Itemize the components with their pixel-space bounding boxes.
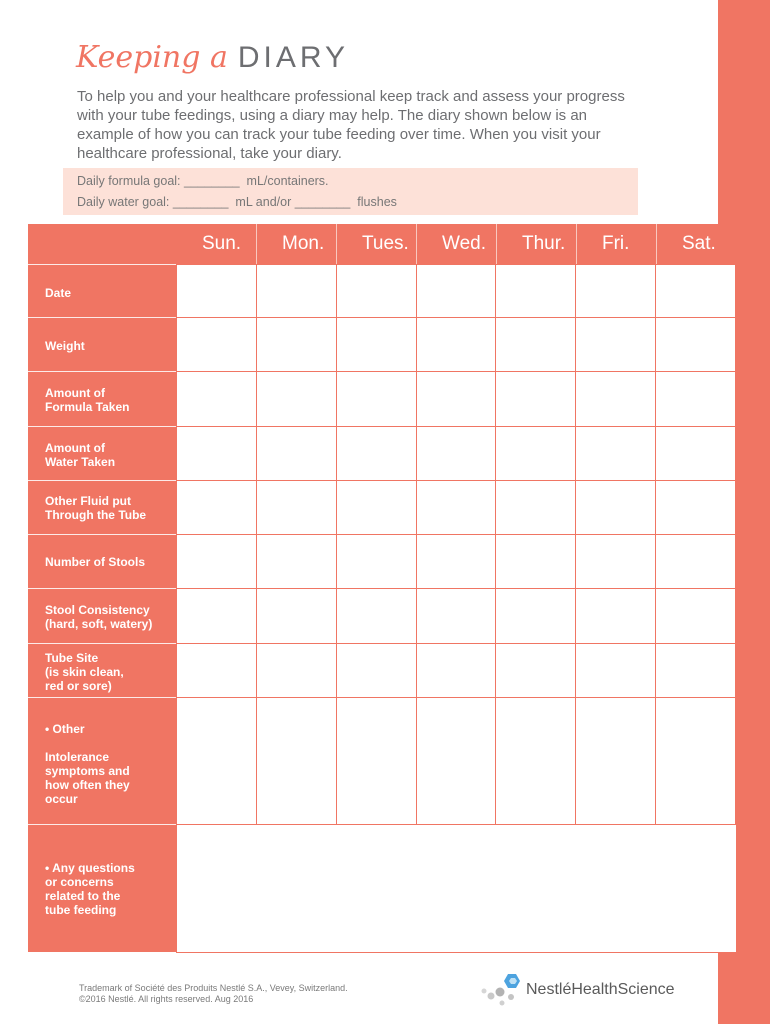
entry-cell[interactable] — [177, 427, 257, 481]
row-label-intolerance: • Other Intolerance symptoms and how often they occur — [45, 722, 130, 806]
row-divider — [28, 371, 176, 372]
entry-cell[interactable] — [576, 535, 656, 589]
entry-cell[interactable] — [416, 481, 496, 535]
entry-cell[interactable] — [336, 427, 416, 481]
table-row — [177, 265, 736, 318]
entry-cell[interactable] — [576, 427, 656, 481]
table-row — [177, 535, 736, 589]
entry-cell[interactable] — [656, 698, 736, 825]
header-divider — [416, 224, 417, 264]
entry-cell[interactable] — [416, 644, 496, 698]
header-divider — [336, 224, 337, 264]
entry-cell[interactable] — [496, 535, 576, 589]
entry-cell[interactable] — [177, 644, 257, 698]
page-title — [76, 40, 349, 80]
entry-cell[interactable] — [336, 481, 416, 535]
entry-cell[interactable] — [416, 372, 496, 427]
row-label-other-fluid: Other Fluid put Through the Tube — [45, 494, 147, 522]
entry-cell[interactable] — [576, 644, 656, 698]
entry-cell[interactable] — [656, 535, 736, 589]
day-header-wed: Wed. — [442, 233, 487, 254]
goals-box — [63, 168, 638, 215]
day-header-sat: Sat. — [682, 233, 716, 254]
entry-cell[interactable] — [256, 318, 336, 372]
questions-notes-area[interactable] — [176, 824, 737, 953]
molecule-icon — [478, 970, 524, 1010]
entry-cell[interactable] — [656, 481, 736, 535]
entry-cell[interactable] — [416, 589, 496, 644]
entry-cell[interactable] — [416, 265, 496, 318]
row-label-formula: Amount of Formula Taken — [45, 386, 130, 414]
entry-cell[interactable] — [336, 644, 416, 698]
entry-cell[interactable] — [177, 589, 257, 644]
water-goal: Daily water goal: ________ mL and/or ________ flushes — [77, 195, 397, 209]
table-row — [177, 644, 736, 698]
entry-cell[interactable] — [656, 372, 736, 427]
entry-grid — [176, 264, 736, 825]
row-label-tube-site: Tube Site (is skin clean, red or sore) — [45, 651, 124, 693]
entry-cell[interactable] — [496, 589, 576, 644]
entry-cell[interactable] — [496, 372, 576, 427]
row-divider — [28, 534, 176, 535]
day-header-tue: Tues. — [362, 233, 409, 254]
entry-cell[interactable] — [416, 535, 496, 589]
day-header-mon: Mon. — [282, 233, 325, 254]
entry-cell[interactable] — [656, 644, 736, 698]
entry-cell[interactable] — [576, 589, 656, 644]
entry-cell[interactable] — [416, 318, 496, 372]
row-divider — [28, 824, 176, 825]
brand-name: NestléHealthScience — [526, 981, 675, 998]
entry-cell[interactable] — [496, 644, 576, 698]
row-label-questions: • Any questions or concerns related to the tube feeding — [45, 861, 135, 917]
entry-cell[interactable] — [336, 589, 416, 644]
intro-paragraph: To help you and your healthcare professional keep track and assess your progress with your tube feedings, using a diary may help. The diary shown below is an example of how you can track your tube feeding over time. When you visit your healthcare professional, take your diary. — [77, 88, 625, 162]
entry-cell[interactable] — [496, 265, 576, 318]
entry-cell[interactable] — [177, 265, 257, 318]
row-divider — [28, 317, 176, 318]
entry-cell[interactable] — [496, 318, 576, 372]
table-row — [177, 427, 736, 481]
entry-cell[interactable] — [256, 698, 336, 825]
table-row — [177, 698, 736, 825]
entry-cell[interactable] — [416, 427, 496, 481]
row-label-water: Amount of Water Taken — [45, 441, 116, 469]
entry-cell[interactable] — [336, 698, 416, 825]
row-divider — [28, 480, 176, 481]
formula-goal: Daily formula goal: ________ mL/containers. — [77, 174, 329, 188]
entry-cell[interactable] — [256, 535, 336, 589]
row-label-consistency: Stool Consistency (hard, soft, watery) — [45, 603, 153, 631]
table-row — [177, 481, 736, 535]
entry-cell[interactable] — [416, 698, 496, 825]
day-header-fri: Fri. — [602, 233, 630, 254]
entry-cell[interactable] — [256, 427, 336, 481]
header-divider — [576, 224, 577, 264]
row-divider — [28, 264, 176, 265]
table-row — [177, 372, 736, 427]
entry-cell[interactable] — [256, 372, 336, 427]
header-divider — [496, 224, 497, 264]
row-divider — [28, 697, 176, 698]
row-divider — [28, 643, 176, 644]
title-script: Keeping a — [76, 40, 228, 75]
row-label-date: Date — [45, 286, 72, 300]
entry-cell[interactable] — [576, 318, 656, 372]
brand-logo — [478, 970, 675, 1010]
row-divider — [28, 588, 176, 589]
entry-cell[interactable] — [177, 698, 257, 825]
entry-cell[interactable] — [256, 589, 336, 644]
entry-cell[interactable] — [177, 318, 257, 372]
entry-cell[interactable] — [656, 318, 736, 372]
entry-cell[interactable] — [336, 372, 416, 427]
entry-cell[interactable] — [336, 265, 416, 318]
title-main: DIARY — [237, 41, 350, 74]
entry-cell[interactable] — [336, 535, 416, 589]
entry-cell[interactable] — [336, 318, 416, 372]
entry-cell[interactable] — [656, 427, 736, 481]
entry-cell[interactable] — [256, 265, 336, 318]
day-header-thu: Thur. — [522, 233, 566, 254]
entry-cell[interactable] — [177, 481, 257, 535]
entry-cell[interactable] — [576, 698, 656, 825]
entry-cell[interactable] — [256, 644, 336, 698]
entry-cell[interactable] — [177, 535, 257, 589]
entry-cell[interactable] — [576, 372, 656, 427]
day-header-sun: Sun. — [202, 233, 242, 254]
diary-table — [28, 224, 736, 952]
entry-cell[interactable] — [656, 589, 736, 644]
table-row — [177, 318, 736, 372]
table-row — [177, 589, 736, 644]
entry-cell[interactable] — [656, 265, 736, 318]
entry-cell[interactable] — [496, 481, 576, 535]
entry-cell[interactable] — [576, 481, 656, 535]
row-divider — [28, 426, 176, 427]
trademark-text: Trademark of Société des Produits Nestlé S.A., Vevey, Switzerland. ©2016 Nestlé. All rights reserved. Aug 2016 — [79, 983, 348, 1004]
entry-cell[interactable] — [496, 427, 576, 481]
row-label-stools: Number of Stools — [45, 555, 146, 569]
entry-cell[interactable] — [576, 265, 656, 318]
entry-cell[interactable] — [496, 698, 576, 825]
row-label-weight: Weight — [45, 339, 85, 353]
entry-cell[interactable] — [256, 481, 336, 535]
header-divider — [256, 224, 257, 264]
header-divider — [656, 224, 657, 264]
entry-cell[interactable] — [177, 372, 257, 427]
